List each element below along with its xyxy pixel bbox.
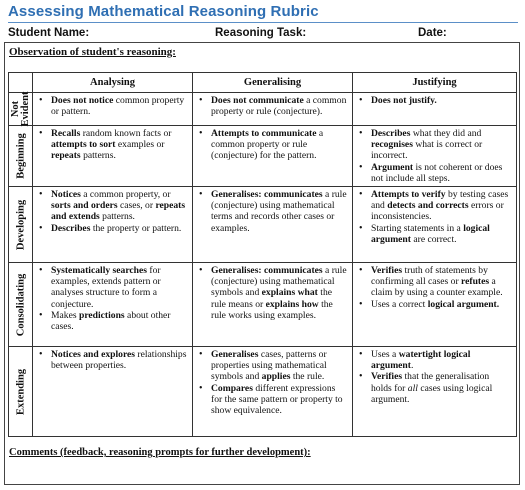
rubric-cell-analysing <box>33 187 193 263</box>
criterion-text: Verifies <box>371 265 403 277</box>
level-label-cell <box>9 93 33 126</box>
rubric-row-extending <box>9 347 517 437</box>
level-label-cell <box>9 347 33 437</box>
criterion-text: explains what <box>261 287 318 299</box>
criterion-text: Attempts to verify <box>371 189 446 201</box>
criteria-list <box>33 347 192 373</box>
criterion-text: detects and corrects <box>387 200 469 212</box>
criterion-text: that the generalisation holds for <box>371 371 490 394</box>
criterion-text: Does not communicate <box>211 95 304 106</box>
criterion-item <box>193 95 348 117</box>
rubric-cell-justifying <box>353 263 517 347</box>
criterion-text: by testing cases and <box>371 189 509 212</box>
rubric-cell-analysing <box>33 263 193 347</box>
criterion-text: cases using logical argument. <box>371 382 493 405</box>
criterion-text: relationships between properties. <box>51 349 187 372</box>
criterion-item <box>353 371 512 405</box>
column-header-analysing: Analysing <box>33 73 193 93</box>
criterion-text: is not coherent or does not include all steps. <box>371 161 503 184</box>
criterion-item <box>353 128 512 162</box>
criterion-item <box>353 299 512 310</box>
criterion-text: recognises <box>371 139 413 151</box>
rubric-cell-justifying <box>353 347 517 437</box>
criterion-item <box>353 95 512 106</box>
level-label-line: Not <box>9 100 21 118</box>
rubric-cell-analysing <box>33 93 193 126</box>
criteria-list <box>193 126 352 164</box>
level-label-line: Beginning <box>15 133 26 179</box>
criteria-list <box>193 263 352 323</box>
criterion-text: examples or <box>115 139 165 151</box>
level-label-line: Extending <box>15 368 26 415</box>
student-name-label: Student Name: <box>8 27 90 39</box>
observation-heading: Observation of student's reasoning: <box>9 46 176 58</box>
criterion-item <box>33 265 188 310</box>
rubric-sheet <box>4 42 520 485</box>
level-label <box>15 199 26 249</box>
criterion-text: Notices and explores <box>51 349 136 361</box>
criterion-text: Starting statements in a <box>371 222 464 234</box>
criterion-text: refutes <box>461 276 490 288</box>
level-label-line: Consolidating <box>15 273 26 336</box>
criterion-text: what they did and <box>410 128 482 139</box>
criterion-item <box>353 349 512 371</box>
criterion-text: applies <box>261 371 291 383</box>
criterion-text: watertight logical argument <box>371 349 471 372</box>
criterion-text: different expressions for the same pattern or property to show equivalence. <box>211 382 343 417</box>
criteria-list <box>33 263 192 334</box>
level-label <box>11 91 31 126</box>
criterion-text: repeats and extends <box>51 200 186 223</box>
criterion-item <box>33 310 188 332</box>
criterion-item <box>193 349 348 383</box>
criterion-text: a rule (conjecture) using mathematical symbols and <box>211 265 347 299</box>
criterion-text: all <box>407 382 418 394</box>
header-corner-cell <box>9 73 33 93</box>
rubric-row-developing <box>9 187 517 263</box>
criterion-item <box>33 223 188 234</box>
criterion-text: patterns. <box>80 150 116 162</box>
criterion-text: common property or pattern. <box>51 95 185 118</box>
criterion-text: predictions <box>78 309 125 321</box>
rubric-cell-generalising <box>193 93 353 126</box>
level-label-line: Developing <box>15 199 26 250</box>
criterion-text: Compares <box>211 382 253 394</box>
level-label-cell <box>9 263 33 347</box>
criterion-item <box>193 265 348 321</box>
criterion-item <box>193 128 348 162</box>
criterion-item <box>33 189 188 223</box>
criterion-text: Uses a <box>371 349 399 361</box>
criterion-text: Recalls <box>51 128 81 139</box>
criterion-text: a claim by using a counter example. <box>371 276 503 299</box>
criterion-text: cases, patterns or properties using mathematical symbols and <box>211 349 327 383</box>
criteria-list <box>193 187 352 236</box>
comments-heading: Comments (feedback, reasoning prompts for further development): <box>9 447 311 458</box>
criterion-text: Verifies <box>371 371 403 383</box>
criterion-text: attempts to sort <box>51 139 116 151</box>
criteria-list <box>193 93 352 119</box>
level-label-line: Evident <box>19 91 31 127</box>
reasoning-task-label: Reasoning Task: <box>215 27 307 39</box>
criterion-text: Describes <box>371 128 411 139</box>
rubric-cell-generalising <box>193 347 353 437</box>
criterion-text: a common property or rule (conjecture). <box>211 95 347 118</box>
criterion-text: what is correct or incorrect. <box>371 139 483 162</box>
criterion-text: the rule. <box>290 371 325 383</box>
rubric-cell-generalising <box>193 263 353 347</box>
criteria-list <box>193 347 352 418</box>
criterion-text: Systematically searches <box>51 265 148 277</box>
criterion-text: a common property or rule (conjecture) for the pattern. <box>211 128 324 162</box>
criterion-text: Generalises: communicates <box>211 265 323 277</box>
criterion-text: repeats <box>51 150 81 162</box>
date-label: Date: <box>418 27 447 39</box>
rubric-table <box>8 72 517 437</box>
criterion-text: explains how <box>265 298 319 310</box>
criterion-text: errors or inconsistencies. <box>371 200 504 223</box>
criterion-text: Generalises <box>211 349 259 361</box>
rubric-body <box>9 93 517 437</box>
criterion-text: the rule means or <box>211 287 333 310</box>
criterion-item <box>353 162 512 184</box>
criterion-text: a rule (conjecture) using mathematical terms and records other cases or examples. <box>211 189 347 234</box>
rubric-cell-generalising <box>193 187 353 263</box>
criteria-list <box>353 187 516 247</box>
level-label <box>15 133 26 179</box>
rubric-cell-analysing <box>33 126 193 187</box>
criteria-list <box>353 93 516 108</box>
rubric-row-beginning <box>9 126 517 187</box>
criterion-text: . <box>410 360 414 372</box>
criterion-text: Makes <box>51 309 79 321</box>
criterion-text: sorts and orders <box>51 200 118 212</box>
title-divider <box>8 22 518 23</box>
criteria-list <box>33 187 192 236</box>
criteria-list <box>353 126 516 186</box>
level-label-cell <box>9 126 33 187</box>
criteria-list <box>33 126 192 164</box>
rubric-row-not-evident <box>9 93 517 126</box>
rubric-title: Assessing Mathematical Reasoning Rubric <box>8 3 319 20</box>
criterion-text: about other cases. <box>51 309 171 333</box>
criterion-text: patterns. <box>99 211 135 223</box>
criterion-item <box>33 349 188 371</box>
criterion-text: Attempts to communicate <box>211 128 317 139</box>
criterion-item <box>193 383 348 417</box>
rubric-cell-analysing <box>33 347 193 437</box>
criterion-item <box>353 265 512 299</box>
rubric-header-row <box>9 73 517 93</box>
level-label <box>15 273 26 335</box>
rubric-cell-justifying <box>353 93 517 126</box>
rubric-cell-generalising <box>193 126 353 187</box>
criterion-text: Uses a correct <box>371 298 428 310</box>
rubric-cell-justifying <box>353 126 517 187</box>
criteria-list <box>33 93 192 119</box>
criteria-list <box>353 263 516 312</box>
criterion-text: random known facts or <box>80 128 172 139</box>
column-header-justifying: Justifying <box>353 73 517 93</box>
criterion-text: a common property, or <box>80 189 171 201</box>
column-header-generalising: Generalising <box>193 73 353 93</box>
criterion-item <box>353 189 512 223</box>
criterion-text: cases, or <box>117 200 156 212</box>
criterion-text: Notices <box>51 189 81 201</box>
criterion-text: for examples, extends pattern or analyses structure to form a conjecture. <box>51 265 161 310</box>
level-label-cell <box>9 187 33 263</box>
rubric-row-consolidating <box>9 263 517 347</box>
criterion-text: truth of statements by confirming all cases or <box>371 265 488 288</box>
criterion-text: Argument <box>371 161 414 173</box>
criterion-text: Does not notice <box>51 95 114 106</box>
criterion-item <box>193 189 348 234</box>
criterion-text: Does not justify. <box>371 95 437 106</box>
criterion-text: the property or pattern. <box>90 222 182 234</box>
criterion-item <box>33 128 188 162</box>
criterion-text: logical argument. <box>427 298 500 310</box>
criterion-text: the rule works using examples. <box>211 298 333 321</box>
criteria-list <box>353 347 516 407</box>
level-label <box>15 368 26 414</box>
rubric-cell-justifying <box>353 187 517 263</box>
criterion-item <box>353 223 512 245</box>
criterion-text: Describes <box>51 222 91 234</box>
criterion-text: logical argument <box>371 222 490 245</box>
criterion-item <box>33 95 188 117</box>
criterion-text: are correct. <box>410 233 457 245</box>
criterion-text: Generalises: communicates <box>211 189 323 201</box>
